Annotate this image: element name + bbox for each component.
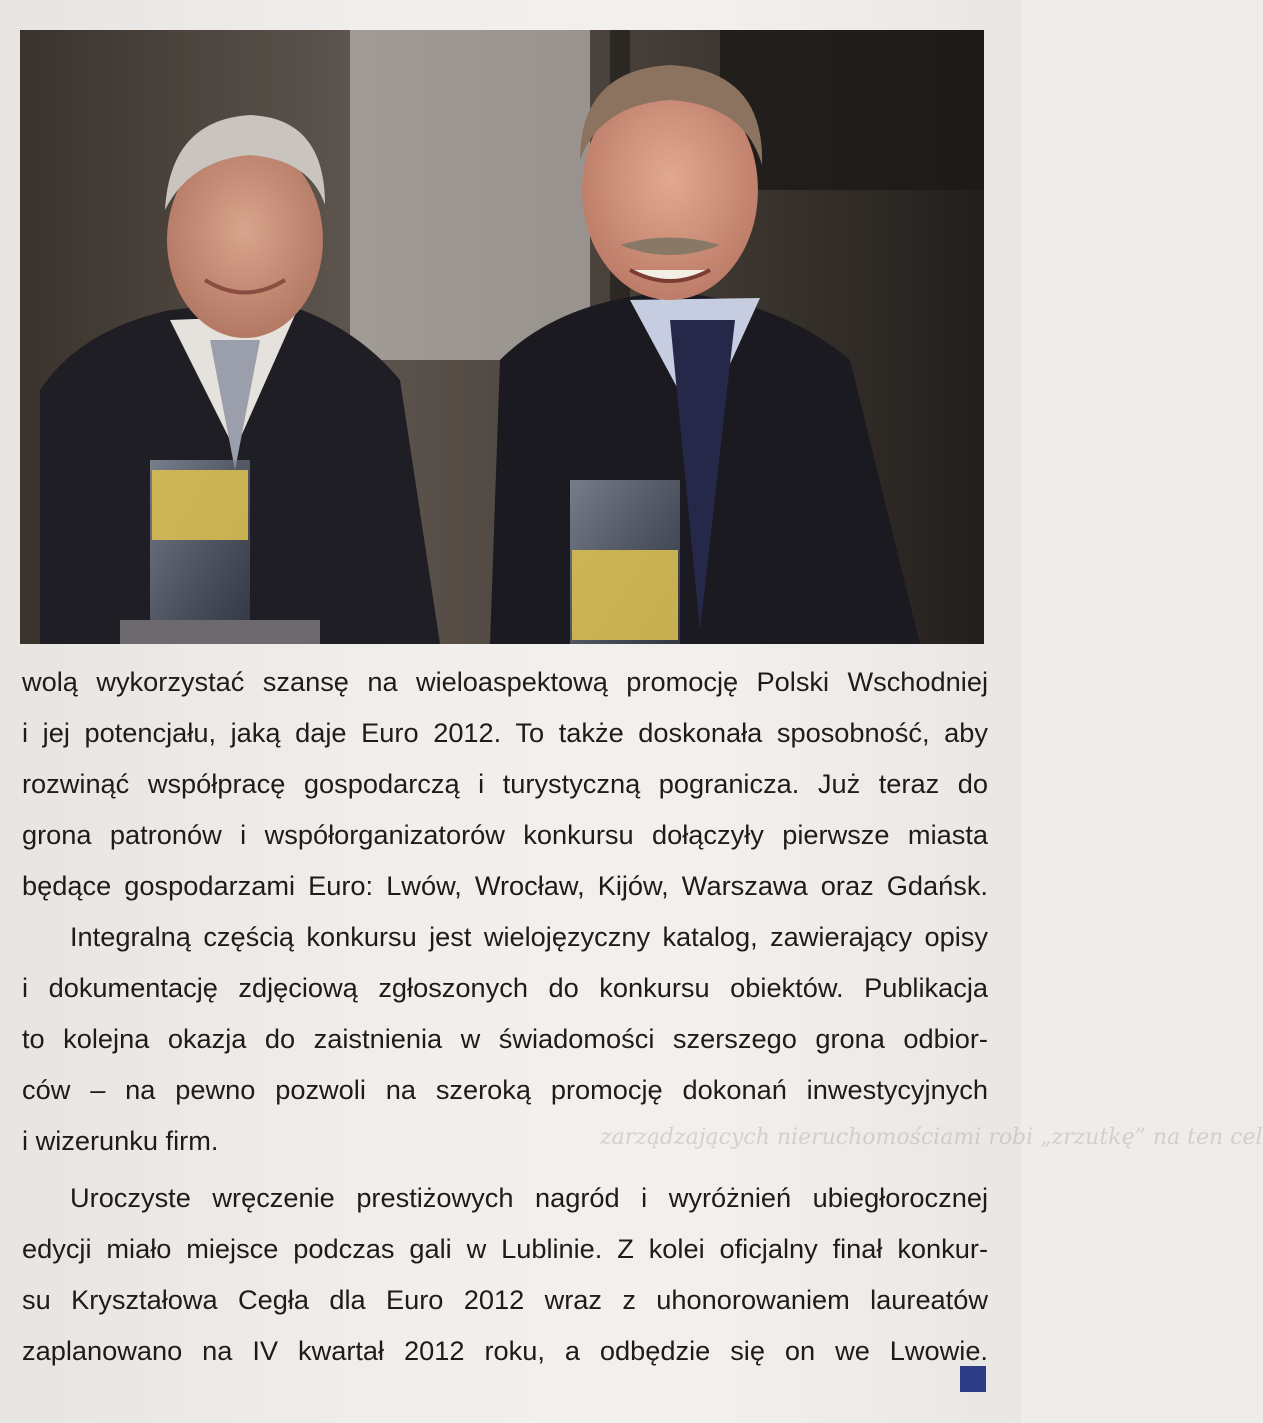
text-line: zaplanowano na IV kwartał 2012 roku, a odbędzie się on we Lwowie. — [22, 1335, 988, 1366]
text-line: i wizerunku firm. — [22, 1125, 219, 1156]
text-line: ców – na pewno pozwoli na szeroką promocję dokonań inwestycyjnych — [22, 1074, 988, 1105]
text-line: rozwinąć współpracę gospodarczą i turystyczną pogranicza. Już teraz do — [22, 768, 988, 799]
text-line: to kolejna okazja do zaistnienia w świadomości szerszego grona odbior- — [22, 1023, 988, 1054]
text-line: wolą wykorzystać szansę na wieloaspektową promocję Polski Wschodniej — [22, 666, 988, 697]
text-line: edycji miało miejsce podczas gali w Lublinie. Z kolei oficjalny finał konkur- — [22, 1233, 988, 1264]
paragraph-2 — [22, 911, 988, 1166]
paragraph-1 — [22, 656, 988, 911]
end-of-article-marker — [960, 1366, 986, 1392]
article-body — [22, 656, 988, 1376]
backdrop-panel — [350, 30, 590, 360]
text-line: i jej potencjału, jaką daje Euro 2012. To także doskonała sposobność, aby — [22, 717, 988, 748]
paragraph-3 — [22, 1172, 988, 1376]
award-statue-right — [570, 480, 680, 644]
backdrop-dark — [720, 30, 984, 190]
text-line: Integralną częścią konkursu jest wielojęzyczny katalog, zawierający opisy — [70, 921, 988, 952]
text-line: i dokumentację zdjęciową zgłoszonych do konkursu obiektów. Publikacja — [22, 972, 988, 1003]
text-line: su Kryształowa Cegła dla Euro 2012 wraz z uhonorowaniem laureatów — [22, 1284, 988, 1315]
text-line: grona patronów i współorganizatorów konkursu dołączyły pierwsze miasta — [22, 819, 988, 850]
bleed-through-text: zarządzających nieruchomościami robi „zrzutkę” na ten cel — [600, 1125, 1263, 1150]
text-line: Uroczyste wręczenie prestiżowych nagród i wyróżnień ubiegłorocznej — [70, 1182, 988, 1213]
event-photo — [20, 30, 984, 644]
text-line: będące gospodarzami Euro: Lwów, Wrocław, Kijów, Warszawa oraz Gdańsk. — [22, 870, 988, 901]
